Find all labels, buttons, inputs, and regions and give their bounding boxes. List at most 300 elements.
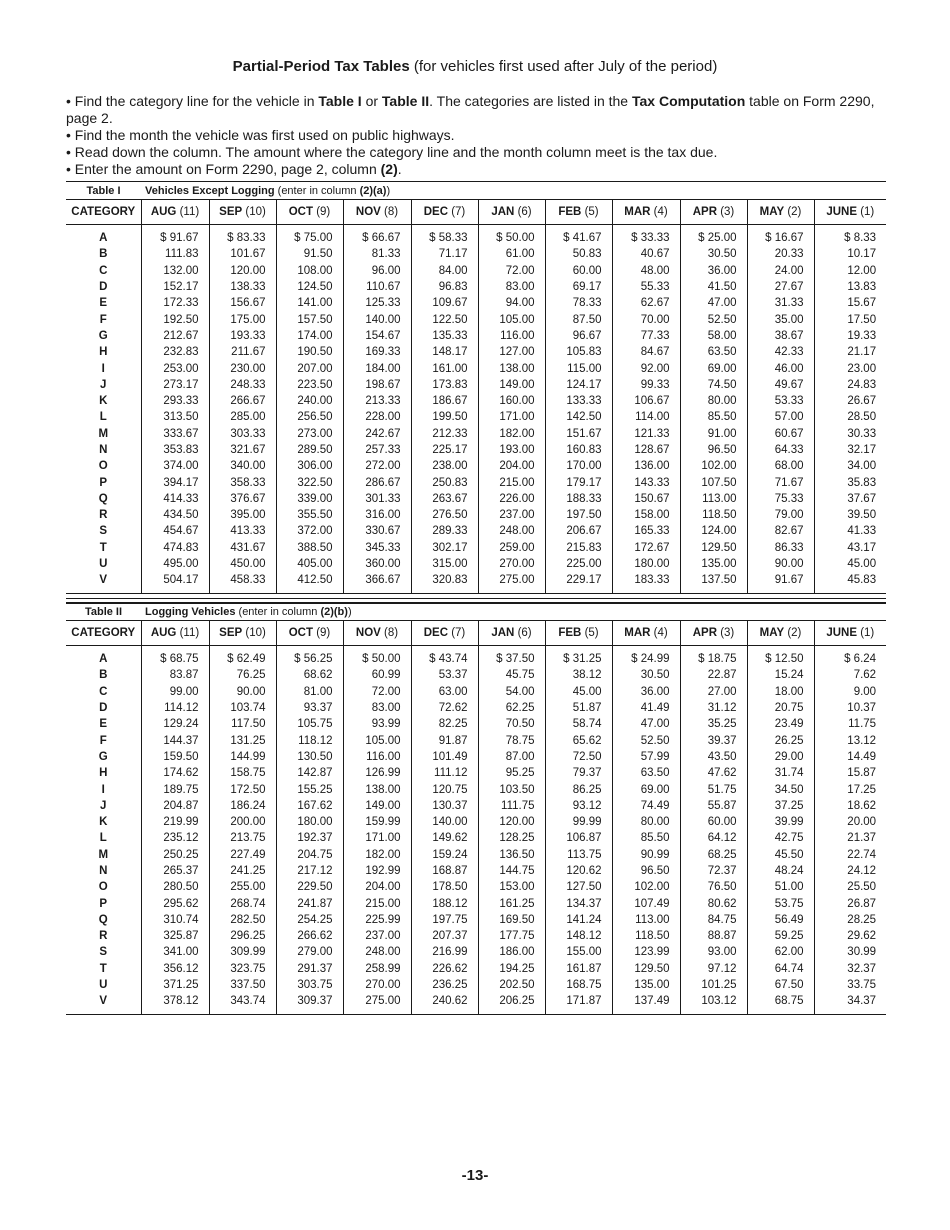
tax-amount-cell: $ 50.00 xyxy=(343,646,411,668)
tax-amount-cell: 138.00 xyxy=(343,781,411,797)
tax-amount-cell: 37.25 xyxy=(747,798,814,814)
instruction-text: or xyxy=(361,93,382,109)
months-remaining-label: (3) xyxy=(720,206,735,218)
category-cell: L xyxy=(99,832,107,845)
tax-amount-cell: 96.67 xyxy=(545,328,612,344)
instruction-line xyxy=(66,127,886,144)
tax-amount-cell: 394.17 xyxy=(141,474,209,490)
category-cell: K xyxy=(99,816,108,829)
tax-amount-cell: 39.50 xyxy=(814,507,886,523)
tax-amount-cell: 353.83 xyxy=(141,442,209,458)
tax-amount-cell: 413.33 xyxy=(209,523,276,539)
month-label: JAN xyxy=(491,206,515,218)
tax-amount-cell: 124.00 xyxy=(680,523,747,539)
instruction-text: . xyxy=(397,161,402,177)
tax-amount-cell: 343.74 xyxy=(209,993,276,1014)
tax-amount-cell: 431.67 xyxy=(209,540,276,556)
tax-amount-cell: 64.33 xyxy=(747,442,814,458)
category-cell: G xyxy=(98,329,108,342)
tax-amount-cell: 188.33 xyxy=(545,491,612,507)
tax-amount-cell: 313.50 xyxy=(141,409,209,425)
tax-amount-cell: 289.50 xyxy=(276,442,343,458)
tax-amount-cell: 155.00 xyxy=(545,944,612,960)
tax-amount-cell: 51.87 xyxy=(545,700,612,716)
tax-amount-cell: 20.33 xyxy=(747,246,814,262)
tax-amount-cell: 156.67 xyxy=(209,295,276,311)
month-label: JAN xyxy=(491,627,515,639)
tax-amount-cell: $ 18.75 xyxy=(680,646,747,668)
tax-amount-cell: 168.75 xyxy=(545,977,612,993)
tax-amount-cell: 309.99 xyxy=(209,944,276,960)
category-cell: U xyxy=(99,979,108,992)
tax-amount-cell: 197.75 xyxy=(411,912,478,928)
table-row xyxy=(66,993,886,1014)
tax-amount-cell: 30.50 xyxy=(680,246,747,262)
month-label: NOV xyxy=(355,627,381,639)
tax-amount-cell: 339.00 xyxy=(276,491,343,507)
tax-amount-cell: $ 31.25 xyxy=(545,646,612,668)
table-row xyxy=(66,928,886,944)
tax-amount-cell: 22.87 xyxy=(680,667,747,683)
tax-amount-cell: $ 50.00 xyxy=(478,225,545,247)
tax-amount-cell: 27.67 xyxy=(747,279,814,295)
tax-amount-cell: 295.62 xyxy=(141,895,209,911)
tax-amount-cell: 53.37 xyxy=(411,667,478,683)
tax-amount-cell: 46.00 xyxy=(747,360,814,376)
tax-amount-cell: 29.00 xyxy=(747,749,814,765)
table-desc-text: (enter in column xyxy=(235,605,321,618)
tax-amount-cell: 72.00 xyxy=(343,684,411,700)
tax-amount-cell: 266.67 xyxy=(209,393,276,409)
tax-amount-cell: 158.00 xyxy=(612,507,680,523)
tax-amount-cell: 68.62 xyxy=(276,667,343,683)
tax-amount-cell: 49.67 xyxy=(747,377,814,393)
tax-amount-cell: 140.00 xyxy=(411,814,478,830)
tax-amount-cell: 223.50 xyxy=(276,377,343,393)
tax-amount-cell: 206.25 xyxy=(478,993,545,1014)
tax-amount-cell: 250.83 xyxy=(411,474,478,490)
column-header-month xyxy=(814,200,886,225)
tax-amount-cell: 192.99 xyxy=(343,863,411,879)
tax-amount-cell: 36.00 xyxy=(680,263,747,279)
tax-amount-cell: 129.50 xyxy=(680,540,747,556)
tax-amount-cell: 90.00 xyxy=(747,556,814,572)
column-header-month xyxy=(141,200,209,225)
tax-amount-cell: 225.17 xyxy=(411,442,478,458)
column-header-month xyxy=(276,200,343,225)
tax-amount-cell: 41.33 xyxy=(814,523,886,539)
table-name: Table I xyxy=(66,182,141,200)
tax-amount-cell: 186.00 xyxy=(478,944,545,960)
tax-amount-cell: 60.99 xyxy=(343,667,411,683)
tax-amount-cell: 188.12 xyxy=(411,895,478,911)
tax-amount-cell: 86.25 xyxy=(545,781,612,797)
category-cell: D xyxy=(99,281,108,294)
tax-amount-cell: 152.17 xyxy=(141,279,209,295)
tax-amount-cell: 45.75 xyxy=(478,667,545,683)
tax-amount-cell: 48.24 xyxy=(747,863,814,879)
tax-amount-cell: 60.00 xyxy=(680,814,747,830)
tax-amount-cell: 97.12 xyxy=(680,961,747,977)
months-remaining-label: (9) xyxy=(316,627,331,639)
tax-amount-cell: 340.00 xyxy=(209,458,276,474)
tax-amount-cell: 36.00 xyxy=(612,684,680,700)
tax-amount-cell: 81.00 xyxy=(276,684,343,700)
tax-amount-cell: 236.25 xyxy=(411,977,478,993)
tax-amount-cell: 159.99 xyxy=(343,814,411,830)
tax-amount-cell: 53.33 xyxy=(747,393,814,409)
tax-amount-cell: 103.74 xyxy=(209,700,276,716)
tax-amount-cell: 91.50 xyxy=(276,246,343,262)
tax-amount-cell: 144.99 xyxy=(209,749,276,765)
tax-amount-cell: 122.50 xyxy=(411,311,478,327)
tax-amount-cell: 275.00 xyxy=(478,572,545,593)
tax-amount-cell: 154.67 xyxy=(343,328,411,344)
tax-amount-cell: 197.50 xyxy=(545,507,612,523)
column-header-month xyxy=(209,200,276,225)
tax-amount-cell: 270.00 xyxy=(478,556,545,572)
table-row xyxy=(66,749,886,765)
month-label: APR xyxy=(692,206,717,218)
tax-amount-cell: 90.99 xyxy=(612,847,680,863)
category-cell: E xyxy=(99,297,108,310)
column-header-month xyxy=(680,200,747,225)
tax-amount-cell: 212.33 xyxy=(411,426,478,442)
months-remaining-label: (4) xyxy=(653,206,668,218)
tax-amount-cell: 172.33 xyxy=(141,295,209,311)
months-remaining-label: (1) xyxy=(860,206,875,218)
instruction-text: (2) xyxy=(380,161,398,177)
months-remaining-label: (4) xyxy=(653,627,668,639)
tax-amount-cell: 26.67 xyxy=(814,393,886,409)
tax-amount-cell: 71.67 xyxy=(747,474,814,490)
tax-amount-cell: $ 66.67 xyxy=(343,225,411,247)
tax-amount-cell: 175.00 xyxy=(209,311,276,327)
tax-amount-cell: 116.00 xyxy=(478,328,545,344)
tax-amount-cell: 10.37 xyxy=(814,700,886,716)
tax-amount-cell: 72.62 xyxy=(411,700,478,716)
instruction-text: • Find the month the vehicle was first used on public highways. xyxy=(66,127,455,143)
tax-amount-cell: 454.67 xyxy=(141,523,209,539)
tax-amount-cell: 189.75 xyxy=(141,781,209,797)
tax-amount-cell: 114.00 xyxy=(612,409,680,425)
column-header-month xyxy=(612,621,680,646)
tax-amount-cell: 76.25 xyxy=(209,667,276,683)
table-row xyxy=(66,781,886,797)
tax-amount-cell: 15.67 xyxy=(814,295,886,311)
tax-amount-cell: 64.12 xyxy=(680,830,747,846)
tax-amount-cell: 86.33 xyxy=(747,540,814,556)
table-description xyxy=(141,182,886,200)
tax-amount-cell: 110.67 xyxy=(343,279,411,295)
tax-amount-cell: 47.00 xyxy=(612,716,680,732)
tax-amount-cell: 47.62 xyxy=(680,765,747,781)
tax-amount-cell: $ 43.74 xyxy=(411,646,478,668)
tax-amount-cell: 105.75 xyxy=(276,716,343,732)
tax-amount-cell: 238.00 xyxy=(411,458,478,474)
months-remaining-label: (10) xyxy=(245,627,266,639)
tax-amount-cell: 83.00 xyxy=(478,279,545,295)
tax-amount-cell: 59.25 xyxy=(747,928,814,944)
tax-amount-cell: 31.33 xyxy=(747,295,814,311)
tax-amount-cell: 96.50 xyxy=(612,863,680,879)
category-cell: U xyxy=(99,558,108,571)
instruction-text: • Read down the column. The amount where the category line and the month column meet is the tax due. xyxy=(66,144,718,160)
tax-amount-cell: 265.37 xyxy=(141,863,209,879)
tax-amount-cell: 43.50 xyxy=(680,749,747,765)
tax-amount-cell: 248.00 xyxy=(478,523,545,539)
month-label: SEP xyxy=(219,206,243,218)
months-remaining-label: (8) xyxy=(384,627,399,639)
tax-amount-cell: 173.83 xyxy=(411,377,478,393)
category-cell: F xyxy=(99,313,107,326)
tax-amount-cell: 388.50 xyxy=(276,540,343,556)
category-cell: J xyxy=(100,378,107,391)
tax-amount-cell: 20.75 xyxy=(747,700,814,716)
tax-amount-cell: 155.25 xyxy=(276,781,343,797)
tax-amount-cell: 53.75 xyxy=(747,895,814,911)
months-remaining-label: (7) xyxy=(451,627,466,639)
column-header-month xyxy=(747,200,814,225)
category-cell: C xyxy=(99,685,108,698)
tax-amount-cell: 93.00 xyxy=(680,944,747,960)
tax-amount-cell: 151.67 xyxy=(545,426,612,442)
tax-amount-cell: 111.75 xyxy=(478,798,545,814)
tax-amount-cell: 178.50 xyxy=(411,879,478,895)
tax-amount-cell: 149.00 xyxy=(478,377,545,393)
tax-amount-cell: 42.75 xyxy=(747,830,814,846)
tax-amount-cell: 23.00 xyxy=(814,360,886,376)
tax-amount-cell: 225.00 xyxy=(545,556,612,572)
tax-amount-cell: 26.25 xyxy=(747,732,814,748)
tax-amount-cell: 358.33 xyxy=(209,474,276,490)
tax-amount-cell: 276.50 xyxy=(411,507,478,523)
month-label: MAY xyxy=(759,206,785,218)
tax-amount-cell: 135.33 xyxy=(411,328,478,344)
tax-amount-cell: 291.37 xyxy=(276,961,343,977)
tax-amount-cell: 22.74 xyxy=(814,847,886,863)
tax-amount-cell: 45.83 xyxy=(814,572,886,593)
tax-amount-cell: 120.62 xyxy=(545,863,612,879)
tax-amount-cell: 256.50 xyxy=(276,409,343,425)
tax-amount-cell: 106.87 xyxy=(545,830,612,846)
tax-amount-cell: 135.00 xyxy=(680,556,747,572)
tax-amount-cell: 120.00 xyxy=(209,263,276,279)
tax-amount-cell: 71.17 xyxy=(411,246,478,262)
instruction-text: • Enter the amount on Form 2290, page 2, column xyxy=(66,161,381,177)
tax-amount-cell: 101.67 xyxy=(209,246,276,262)
table-row xyxy=(66,814,886,830)
tax-amount-cell: 169.33 xyxy=(343,344,411,360)
tax-amount-cell: 109.67 xyxy=(411,295,478,311)
tax-amount-cell: 148.17 xyxy=(411,344,478,360)
tax-amount-cell: 51.00 xyxy=(747,879,814,895)
tax-amount-cell: 126.99 xyxy=(343,765,411,781)
tax-amount-cell: 273.17 xyxy=(141,377,209,393)
tax-amount-cell: 13.83 xyxy=(814,279,886,295)
tax-amount-cell: 93.99 xyxy=(343,716,411,732)
tax-amount-cell: 87.50 xyxy=(545,311,612,327)
month-label: FEB xyxy=(558,627,582,639)
tax-amount-cell: 159.24 xyxy=(411,847,478,863)
tax-amount-cell: 315.00 xyxy=(411,556,478,572)
tax-amount-cell: 301.33 xyxy=(343,491,411,507)
tax-amount-cell: 193.33 xyxy=(209,328,276,344)
tax-amount-cell: 217.12 xyxy=(276,863,343,879)
tax-amount-cell: 69.17 xyxy=(545,279,612,295)
category-cell: H xyxy=(99,346,108,359)
tax-amount-cell: 303.75 xyxy=(276,977,343,993)
tax-amount-cell: 105.00 xyxy=(343,732,411,748)
tax-amount-cell: 105.83 xyxy=(545,344,612,360)
tax-amount-cell: 230.00 xyxy=(209,360,276,376)
tax-amount-cell: 17.25 xyxy=(814,781,886,797)
category-cell: O xyxy=(98,460,108,473)
tax-amount-cell: 35.25 xyxy=(680,716,747,732)
tax-amount-cell: 74.50 xyxy=(680,377,747,393)
tax-amount-cell: 190.50 xyxy=(276,344,343,360)
table-row xyxy=(66,977,886,993)
page-title xyxy=(0,57,950,77)
tax-amount-cell: 179.17 xyxy=(545,474,612,490)
table-row xyxy=(66,409,886,425)
tax-amount-cell: 198.67 xyxy=(343,377,411,393)
category-cell: K xyxy=(99,395,108,408)
tax-amount-cell: 138.33 xyxy=(209,279,276,295)
tax-amount-cell: 248.33 xyxy=(209,377,276,393)
tax-amount-cell: 226.62 xyxy=(411,961,478,977)
month-label: OCT xyxy=(288,206,313,218)
tax-amount-cell: 114.12 xyxy=(141,700,209,716)
tax-amount-cell: 325.87 xyxy=(141,928,209,944)
tax-amount-cell: 108.00 xyxy=(276,263,343,279)
tax-amount-cell: 168.87 xyxy=(411,863,478,879)
tax-amount-cell: 320.83 xyxy=(411,572,478,593)
tax-amount-cell: $ 83.33 xyxy=(209,225,276,247)
table-row xyxy=(66,393,886,409)
category-cell: I xyxy=(101,362,105,375)
tax-amount-cell: 241.25 xyxy=(209,863,276,879)
tax-amount-cell: 293.33 xyxy=(141,393,209,409)
tax-amount-cell: 81.33 xyxy=(343,246,411,262)
tax-amount-cell: 130.50 xyxy=(276,749,343,765)
months-remaining-label: (11) xyxy=(179,206,200,218)
tax-amount-cell: 286.67 xyxy=(343,474,411,490)
tax-amount-cell: 202.50 xyxy=(478,977,545,993)
table-row xyxy=(66,540,886,556)
month-label: MAY xyxy=(759,627,785,639)
tax-amount-cell: 280.50 xyxy=(141,879,209,895)
tax-amount-cell: 356.12 xyxy=(141,961,209,977)
table-row xyxy=(66,944,886,960)
tax-amount-cell: 127.50 xyxy=(545,879,612,895)
months-remaining-label: (5) xyxy=(584,627,599,639)
tax-amount-cell: 165.33 xyxy=(612,523,680,539)
months-remaining-label: (2) xyxy=(787,206,802,218)
column-header-month xyxy=(478,621,545,646)
column-header-category xyxy=(66,200,141,225)
tax-amount-cell: 240.00 xyxy=(276,393,343,409)
tax-amount-cell: 67.50 xyxy=(747,977,814,993)
tax-amount-cell: 118.50 xyxy=(612,928,680,944)
tax-amount-cell: 84.67 xyxy=(612,344,680,360)
tax-amount-cell: 113.00 xyxy=(612,912,680,928)
table-ii xyxy=(66,602,886,1015)
months-remaining-label: (8) xyxy=(384,206,399,218)
table-desc-text: Logging Vehicles xyxy=(145,605,236,618)
tax-amount-cell: 105.00 xyxy=(478,311,545,327)
tax-amount-cell: 18.62 xyxy=(814,798,886,814)
category-cell: G xyxy=(98,750,108,763)
tax-amount-cell: 270.00 xyxy=(343,977,411,993)
column-header-month xyxy=(411,621,478,646)
month-label: NOV xyxy=(355,206,381,218)
table-description xyxy=(141,603,886,621)
column-header-month xyxy=(814,621,886,646)
tax-amount-cell: $ 6.24 xyxy=(814,646,886,668)
title-bold: Partial-Period Tax Tables xyxy=(232,58,410,75)
tax-amount-cell: 94.00 xyxy=(478,295,545,311)
tax-amount-cell: 99.99 xyxy=(545,814,612,830)
tax-amount-cell: 129.24 xyxy=(141,716,209,732)
category-cell: L xyxy=(99,411,107,424)
table-row xyxy=(66,442,886,458)
category-cell: M xyxy=(98,848,109,861)
months-remaining-label: (9) xyxy=(316,206,331,218)
table-row xyxy=(66,912,886,928)
column-header-category xyxy=(66,621,141,646)
tax-amount-cell: 13.12 xyxy=(814,732,886,748)
table-row xyxy=(66,879,886,895)
tax-amount-cell: 495.00 xyxy=(141,556,209,572)
tax-amount-cell: 26.87 xyxy=(814,895,886,911)
tax-amount-cell: 28.25 xyxy=(814,912,886,928)
tax-amount-cell: 330.67 xyxy=(343,523,411,539)
tax-amount-cell: 186.67 xyxy=(411,393,478,409)
tax-amount-cell: 504.17 xyxy=(141,572,209,593)
table-desc-text: ) xyxy=(347,605,352,618)
tax-amount-cell: 99.00 xyxy=(141,684,209,700)
tax-amount-cell: 215.00 xyxy=(478,474,545,490)
tax-amount-cell: 177.75 xyxy=(478,928,545,944)
months-remaining-label: (6) xyxy=(517,206,532,218)
tax-amount-cell: 204.00 xyxy=(343,879,411,895)
tax-amount-cell: 7.62 xyxy=(814,667,886,683)
tax-amount-cell: 204.87 xyxy=(141,798,209,814)
tax-amount-cell: 174.00 xyxy=(276,328,343,344)
tax-amount-cell: 207.37 xyxy=(411,928,478,944)
tax-amount-cell: 136.00 xyxy=(612,458,680,474)
tax-amount-cell: 31.74 xyxy=(747,765,814,781)
category-cell: T xyxy=(99,541,107,554)
table-row xyxy=(66,798,886,814)
tax-amount-cell: 102.00 xyxy=(612,879,680,895)
tax-amount-cell: $ 16.67 xyxy=(747,225,814,247)
month-label: MAR xyxy=(624,627,651,639)
table-row xyxy=(66,507,886,523)
months-remaining-label: (1) xyxy=(860,627,875,639)
tax-amount-cell: 64.74 xyxy=(747,961,814,977)
tax-amount-cell: 279.00 xyxy=(276,944,343,960)
category-cell: R xyxy=(99,509,108,522)
column-header-month xyxy=(478,200,545,225)
tax-amount-cell: 90.00 xyxy=(209,684,276,700)
tax-amount-cell: 237.00 xyxy=(343,928,411,944)
column-header-month xyxy=(343,200,411,225)
tax-amount-cell: 65.62 xyxy=(545,732,612,748)
tax-amount-cell: 78.75 xyxy=(478,732,545,748)
tax-amount-cell: 296.25 xyxy=(209,928,276,944)
